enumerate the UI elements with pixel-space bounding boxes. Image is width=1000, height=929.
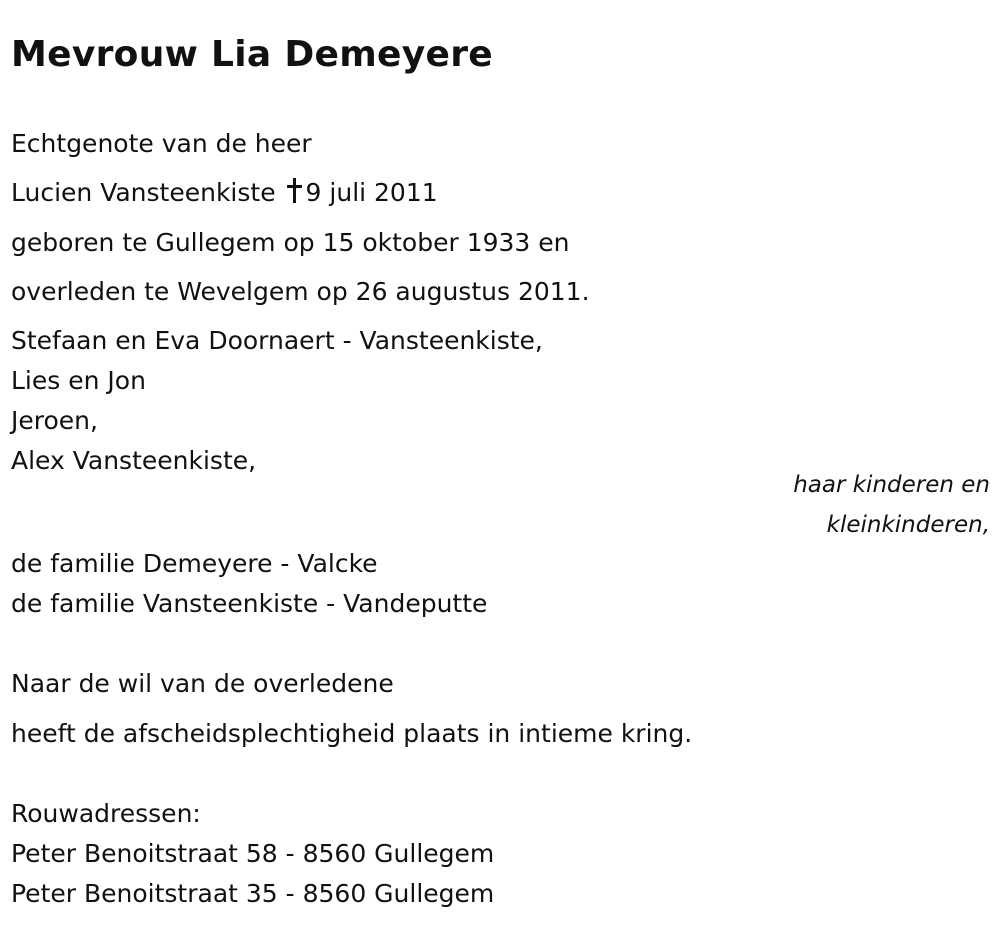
spouse-intro: Echtgenote van de heer	[11, 129, 312, 158]
children-line: Alex Vansteenkiste,	[11, 446, 257, 475]
family-line: de familie Vansteenkiste - Vandeputte	[11, 589, 488, 618]
cross-icon	[286, 178, 302, 204]
birth-line: geboren te Gullegem op 15 oktober 1933 en	[11, 228, 570, 257]
spouse-death-date: 9 juli 2011	[305, 178, 438, 207]
wish-line: heeft de afscheidsplechtigheid plaats in intieme kring.	[11, 719, 693, 748]
spouse-name: Lucien Vansteenkiste	[11, 178, 276, 207]
children-label-line: haar kinderen en	[793, 472, 990, 498]
addresses-label: Rouwadressen:	[11, 799, 201, 828]
children-line: Stefaan en Eva Doornaert - Vansteenkiste,	[11, 326, 543, 355]
children-line: Jeroen,	[11, 406, 98, 435]
children-label-line: kleinkinderen,	[826, 512, 990, 538]
children-line: Lies en Jon	[11, 366, 146, 395]
address-line: Peter Benoitstraat 35 - 8560 Gullegem	[11, 879, 495, 908]
spouse-line	[11, 177, 438, 209]
page-title: Mevrouw Lia Demeyere	[11, 34, 493, 75]
family-line: de familie Demeyere - Valcke	[11, 549, 378, 578]
address-line: Peter Benoitstraat 58 - 8560 Gullegem	[11, 839, 495, 868]
wish-line: Naar de wil van de overledene	[11, 669, 394, 698]
death-line: overleden te Wevelgem op 26 augustus 2011.	[11, 277, 590, 306]
